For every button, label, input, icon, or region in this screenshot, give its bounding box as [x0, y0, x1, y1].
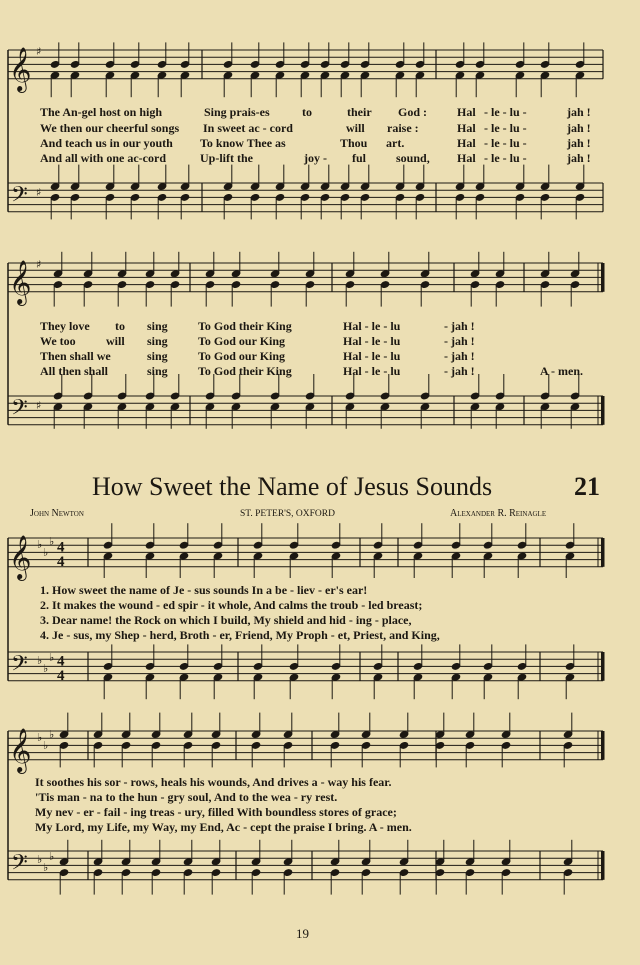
sharp-icon: ♯: [36, 399, 42, 412]
bass-clef-icon: 𝄢: [11, 651, 28, 682]
sharp-icon: ♯: [36, 186, 42, 199]
verse-line: My nev - er - fail - ing treas - ury, filled With boundless stores of grace;: [35, 805, 397, 819]
flat-icon: ♭: [37, 654, 43, 667]
bass-clef-icon: 𝄢: [11, 182, 28, 213]
author-credit: John Newton: [30, 508, 84, 519]
verse-line: We too will sing To God our King Hal - le - lu - jah !: [40, 334, 475, 348]
page-number: 19: [296, 926, 309, 941]
flat-icon: ♭: [43, 739, 49, 752]
flat-icon: ♭: [37, 853, 43, 866]
verse-line: Then shall we sing To God our King Hal - le - lu - jah !: [40, 349, 475, 363]
verse-line: 4. Je - sus, my Shep - herd, Broth - er, Friend, My Proph - et, Priest, and King,: [40, 628, 440, 642]
treble-clef-icon: 𝄞: [9, 727, 32, 772]
flat-icon: ♭: [49, 651, 55, 664]
flat-icon: ♭: [43, 861, 49, 874]
time-signature: 4: [57, 653, 65, 670]
flat-icon: ♭: [37, 538, 43, 551]
sharp-icon: ♯: [36, 45, 42, 58]
flat-icon: ♭: [43, 546, 49, 559]
staff-final-barline: [601, 538, 605, 567]
verse-line: 3. Dear name! the Rock on which I build, My shield and hid - ing - place,: [40, 613, 412, 627]
verse-line: 2. It makes the wound - ed spir - it whole, And calms the troub - led breast;: [40, 598, 423, 612]
verse-line: 'Tis man - na to the hun - gry soul, And to the wea - ry rest.: [35, 790, 338, 804]
staff-final-barline: [601, 851, 605, 880]
tune-name: ST. PETER'S, OXFORD: [240, 509, 335, 519]
flat-icon: ♭: [43, 662, 49, 675]
verse-line: And all with one ac-cord Up-lift the joy - ful sound, Hal - le - lu - jah !: [40, 151, 591, 165]
verse-line: My Lord, my Life, my Way, my End, Ac - cept the praise I bring. A - men.: [35, 820, 412, 834]
staff-final-barline: [601, 731, 605, 760]
verse-line: It soothes his sor - rows, heals his wounds, And drives a - way his fear.: [35, 775, 392, 789]
flat-icon: ♭: [49, 850, 55, 863]
verse-line: All then shall sing To God their King Hal - le - lu - jah ! A - men.: [40, 364, 583, 378]
treble-clef-icon: 𝄞: [9, 46, 32, 91]
time-signature: 4: [57, 667, 65, 684]
bass-clef-icon: 𝄢: [11, 395, 28, 426]
hymn-title: How Sweet the Name of Jesus Sounds: [92, 472, 493, 501]
staff-final-barline: [601, 652, 605, 681]
time-signature: 4: [57, 539, 65, 556]
staff-final-barline: [601, 263, 605, 292]
flat-icon: ♭: [49, 535, 55, 548]
treble-clef-icon: 𝄞: [9, 534, 32, 579]
sharp-icon: ♯: [36, 258, 42, 271]
time-signature: 4: [57, 553, 65, 570]
flat-icon: ♭: [37, 731, 43, 744]
verse-line: And teach us in our youth To know Thee as Thou art. Hal - le - lu - jah !: [40, 136, 591, 150]
hymn-number: 21: [574, 472, 600, 501]
bass-clef-icon: 𝄢: [11, 850, 28, 881]
staff-final-barline: [601, 396, 605, 425]
composer-credit: Alexander R. Reinagle: [450, 508, 547, 519]
verse-line: We then our cheerful songs In sweet ac - cord will raise : Hal - le - lu - jah !: [40, 121, 591, 135]
verse-line: They love to sing To God their King Hal - le - lu - jah !: [40, 319, 475, 333]
flat-icon: ♭: [49, 728, 55, 741]
verse-line: 1. How sweet the name of Je - sus sounds In a be - liev - er's ear!: [40, 583, 368, 597]
treble-clef-icon: 𝄞: [9, 259, 32, 304]
verse-line: The An-gel host on high Sing prais-es to their God : Hal - le - lu - jah !: [40, 105, 591, 119]
